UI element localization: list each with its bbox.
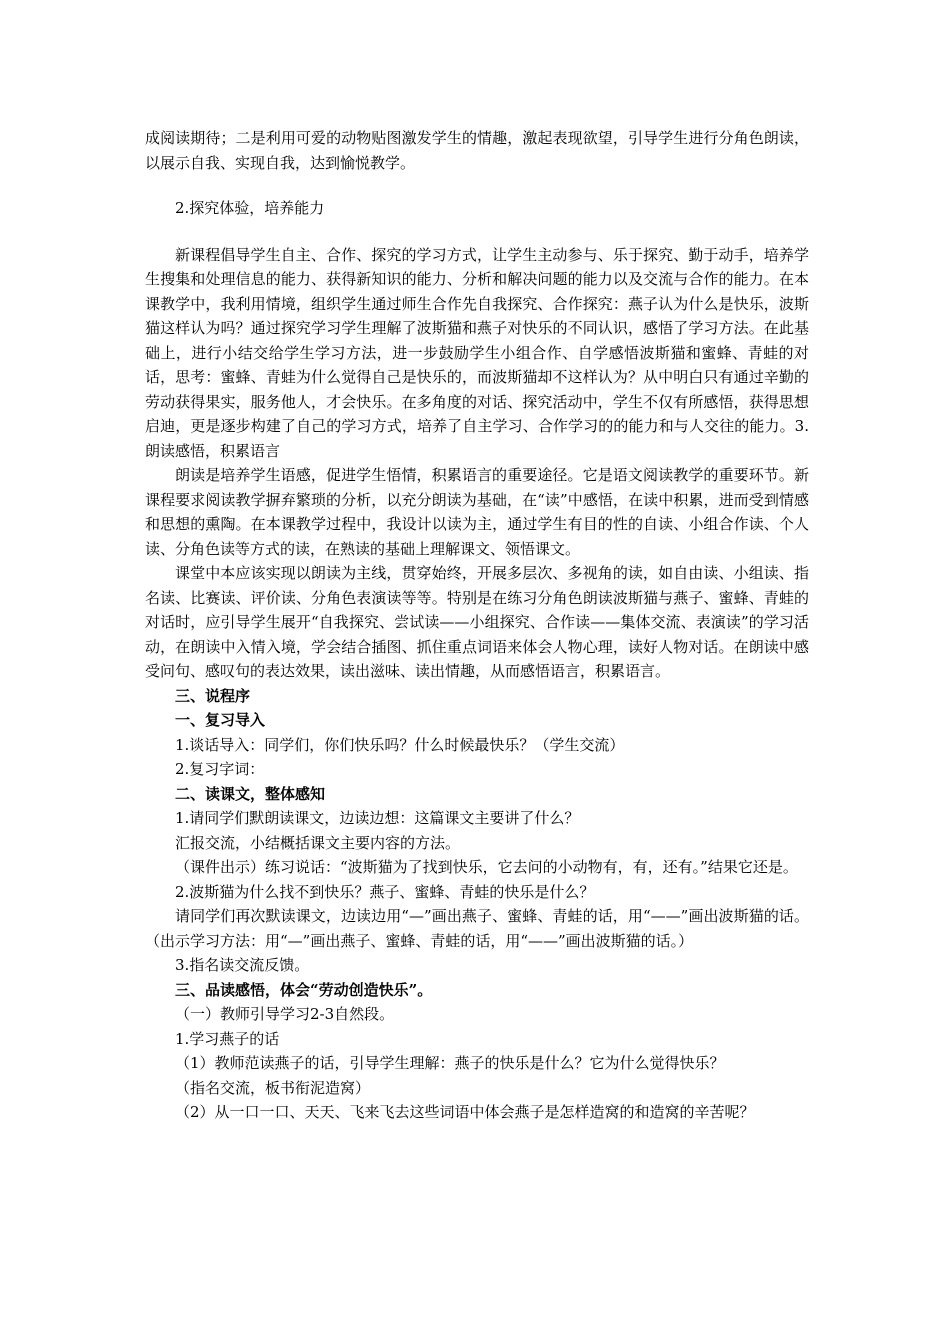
paragraph-inquiry: 新课程倡导学生自主、合作、探究的学习方式，让学生主动参与、乐于探究、勤于动手，培养学生搜集和处理信息的能力、获得新知识的能力、分析和解决问题的能力以及交流与合作的能力。在本课教学中，我利用情境，组织学生通过师生合作先自我探究、合作探究：燕子认为什么是快乐，波斯猫这样认为吗？通过探究学习学生理解了波斯猫和燕子对快乐的不同认识，感悟了学习方法。在此基础上，进行小结交给学生学习方法，进一步鼓励学生小组合作、自学感悟波斯猫和蜜蜂、青蛙的对话，思考：蜜蜂、青蛙为什么觉得自己是快乐的，而波斯猫却不这样认为？从中明白只有通过辛勤的劳动获得果实，服务他人，才会快乐。在多角度的对话、探究活动中，学生不仅有所感悟，获得思想启迪，更是逐步构建了自己的学习方式，培养了自主学习、合作学习的的能力和与人交往的能力。3.朗读感悟，积累语言 — [145, 245, 809, 460]
paragraph-continued: 成阅读期待；二是利用可爱的动物贴图激发学生的情趣，激起表现欲望，引导学生进行分角色朗读，以展示自我、实现自我，达到愉悦教学。 — [145, 129, 809, 172]
list-item: 1.学习燕子的话 — [175, 1029, 280, 1048]
list-item: （指名交流，板书衔泥造窝） — [175, 1078, 371, 1097]
list-item: （2）从一口一口、天天、飞来飞去这些词语中体会燕子是怎样造窝的和造窝的辛苦呢？ — [175, 1103, 755, 1121]
list-item: 2.复习字词： — [175, 760, 265, 778]
heading-inquiry: 2.探究体验，培养能力 — [175, 199, 325, 217]
list-item: 请同学们再次默读课文，边读边用“—”画出燕子、蜜蜂、青蛙的话，用“——”画出波斯猫的话。（出示学习方法：用“—”画出燕子、蜜蜂、青蛙的话，用“——”画出波斯猫的话。） — [145, 907, 809, 950]
heading-procedure: 三、说程序 — [175, 686, 251, 705]
list-item: 1.请同学们默朗读课文，边读边想：这篇课文主要讲了什么？ — [175, 809, 580, 827]
paragraph-reading: 朗读是培养学生语感，促进学生悟情，积累语言的重要途径。它是语文阅读教学的重要环节。新课程要求阅读教学摒弃繁琐的分析，以充分朗读为基础，在“读”中感悟，在读中积累，进而受到情感和思想的熏陶。在本课教学过程中，我设计以读为主，通过学生有目的性的自读、小组合作读、个人读、分角色读等方式的读，在熟读的基础上理解课文、领悟课文。 — [145, 466, 809, 558]
list-item: 2.波斯猫为什么找不到快乐？燕子、蜜蜂、青蛙的快乐是什么？ — [175, 882, 595, 901]
list-item: 汇报交流，小结概括课文主要内容的方法。 — [175, 833, 461, 852]
heading-read-text: 二、读课文，整体感知 — [175, 784, 326, 803]
heading-appreciate: 三、品读感悟，体会“劳动创造快乐”。 — [175, 980, 433, 999]
heading-review: 一、复习导入 — [175, 711, 266, 729]
paragraph-classroom: 课堂中本应该实现以朗读为主线，贯穿始终，开展多层次、多视角的读，如自由读、小组读、指名读、比赛读、评价读、分角色表演读等等。特别是在练习分角色朗读波斯猫与燕子、蜜蜂、青蛙的对话时，应引导学生展开“自我探究、尝试读——小组探究、合作读——集体交流、表演读”的学习活动，在朗读中入情入境，学会结合插图、抓住重点词语来体会人物心理，读好人物对话。在朗读中感受问句、感叹句的表达效果，读出滋味、读出情趣，从而感悟语言，积累语言。 — [145, 564, 809, 680]
list-item: （课件出示）练习说话：“波斯猫为了找到快乐，它去问的小动物有，有，还有。”结果它还是。 — [175, 858, 798, 876]
document-body — [145, 126, 809, 1125]
list-item: （1）教师范读燕子的话，引导学生理解：燕子的快乐是什么？它为什么觉得快乐？ — [175, 1054, 725, 1072]
list-item: （一）教师引导学习2-3自然段。 — [175, 1005, 395, 1023]
list-item: 1.谈话导入：同学们，你们快乐吗？什么时候最快乐？（学生交流） — [175, 735, 625, 754]
list-item: 3.指名读交流反馈。 — [175, 956, 310, 974]
